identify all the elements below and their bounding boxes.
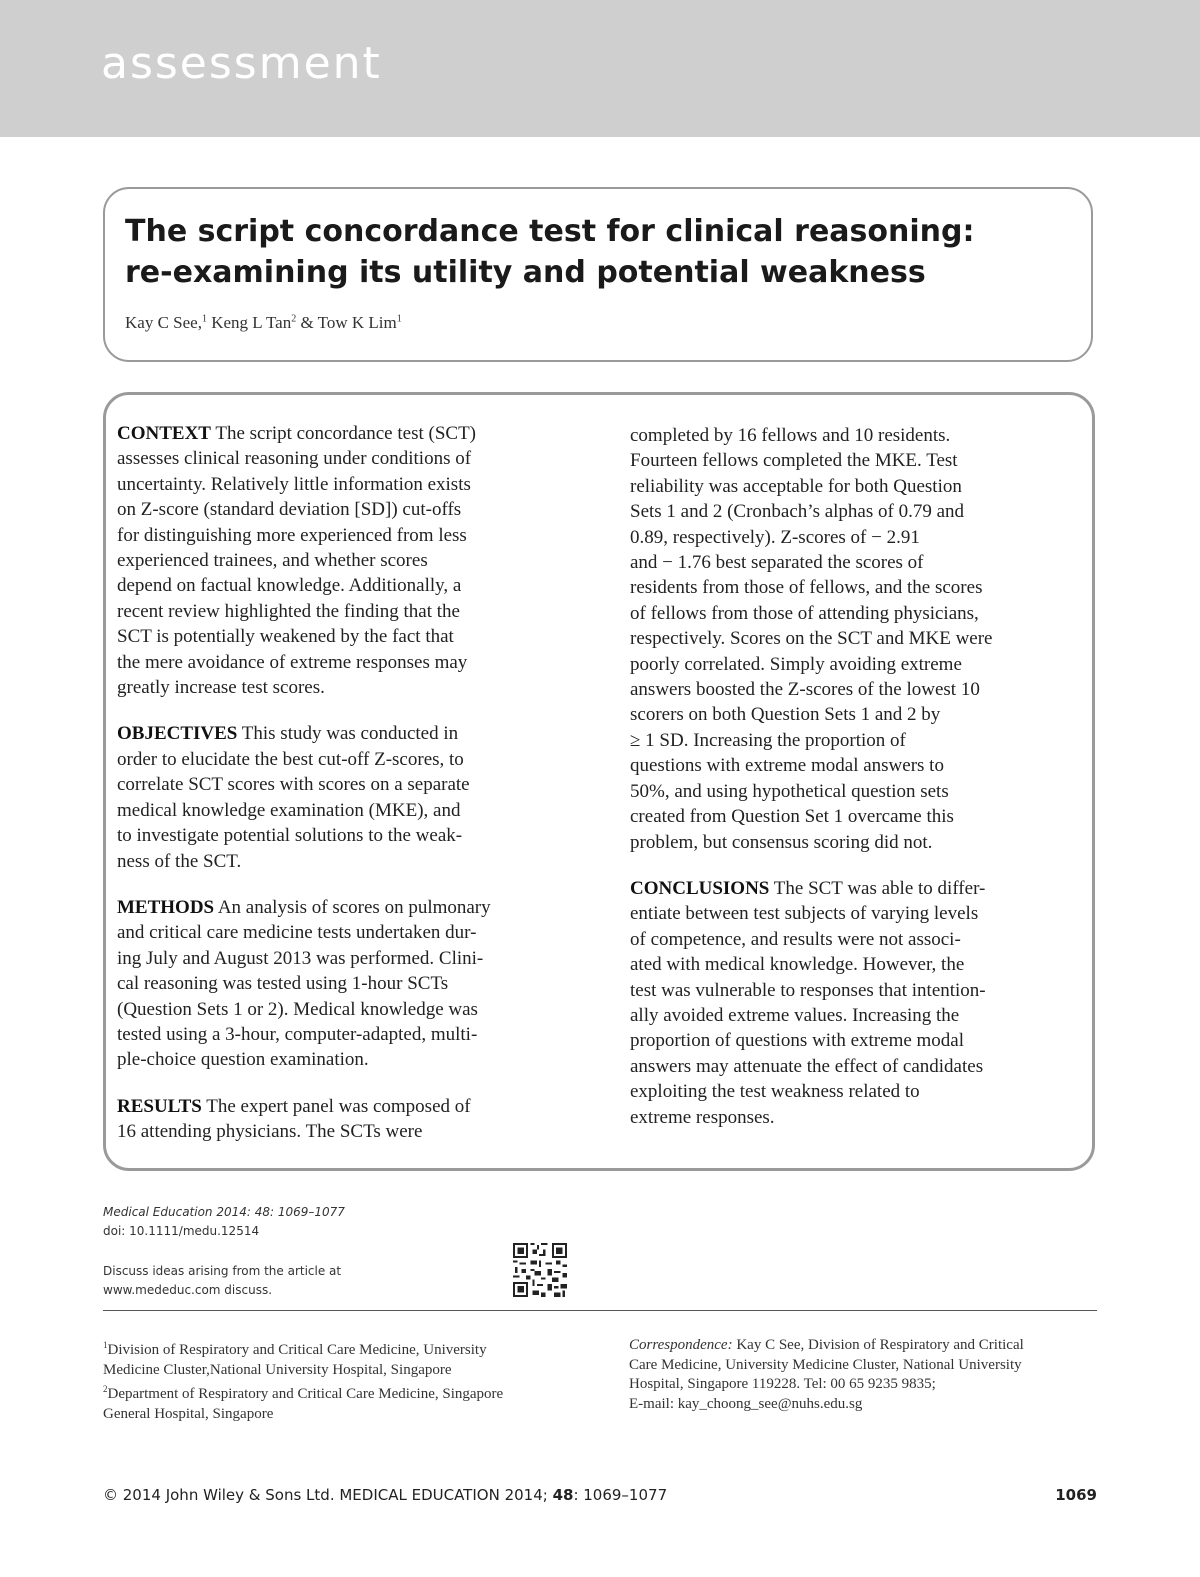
abstract-methods — [117, 895, 572, 1073]
abstract-conclusions — [630, 876, 1085, 1130]
abstract-line: ness of the SCT. — [117, 850, 242, 872]
abstract-line: entiate between test subjects of varying levels — [630, 903, 979, 925]
citation-block — [103, 1203, 345, 1241]
abstract-line: on Z-score (standard deviation [SD]) cut-offs — [117, 499, 462, 521]
abstract-box — [103, 392, 1095, 1171]
abstract-objectives — [117, 721, 572, 873]
affiliation-line: General Hospital, Singapore — [103, 1405, 274, 1422]
abstract-line: scorers on both Question Sets 1 and 2 by — [630, 704, 941, 726]
title-box — [103, 187, 1093, 362]
methods-heading: METHODS — [117, 896, 215, 918]
context-heading: CONTEXT — [117, 423, 211, 444]
abstract-line: METHODS An analysis of scores on pulmonary — [117, 896, 491, 918]
abstract-line: poorly correlated. Simply avoiding extreme — [630, 653, 962, 675]
abstract-line: cal reasoning was tested using 1-hour SCTs — [117, 973, 449, 995]
footnote-divider — [103, 1310, 1097, 1311]
abstract-line: ing July and August 2013 was performed. Clini- — [117, 947, 484, 969]
abstract-line: experienced trainees, and whether scores — [117, 550, 428, 572]
abstract-line: SCT is potentially weakened by the fact that — [117, 626, 454, 648]
abstract-line: medical knowledge examination (MKE), and — [117, 799, 461, 821]
section-banner — [0, 0, 1200, 137]
abstract-context — [117, 421, 572, 700]
abstract-line: greatly increase test scores. — [117, 677, 325, 699]
objectives-heading: OBJECTIVES — [117, 723, 238, 745]
abstract-line: and − 1.76 best separated the scores of — [630, 552, 924, 574]
abstract-line: tested using a 3-hour, computer-adapted, multi- — [117, 1023, 478, 1045]
author-name: & Tow K Lim — [296, 313, 397, 332]
abstract-line: 50%, and using hypothetical question sets — [630, 780, 949, 802]
abstract-line: created from Question Set 1 overcame this — [630, 806, 954, 828]
correspondence-line: Correspondence: Kay C See, Division of Respiratory and Critical — [629, 1337, 1024, 1353]
abstract-line: answers boosted the Z-scores of the lowest 10 — [630, 679, 980, 701]
affiliation-line: $^2$Department of Respiratory and Critical Care Medicine, Singapore — [103, 1384, 504, 1402]
abstract-line: of competence, and results were not associ- — [630, 928, 961, 950]
abstract-line: reliability was acceptable for both Question — [630, 475, 962, 497]
abstract-line: correlate SCT scores with scores on a separate — [117, 774, 470, 796]
abstract-line: problem, but consensus scoring did not. — [630, 831, 933, 853]
abstract-line: Fourteen fellows completed the MKE. Test — [630, 450, 958, 472]
abstract-line: ple-choice question examination. — [117, 1049, 369, 1071]
page-number: 1069 — [1055, 1486, 1097, 1504]
article-title-line: The script concordance test for clinical reasoning: — [125, 214, 975, 249]
abstract-line: 16 attending physicians. The SCTs were — [117, 1121, 423, 1143]
abstract-line: residents from those of fellows, and the scores — [630, 577, 983, 599]
abstract-line: extreme responses. — [630, 1106, 775, 1128]
correspondence-line: Hospital, Singapore 119228. Tel: 00 65 9235 9835; — [629, 1376, 936, 1392]
abstract-line: OBJECTIVES This study was conducted in — [117, 723, 459, 745]
abstract-line: order to elucidate the best cut-off Z-scores, to — [117, 748, 464, 770]
page-footer — [103, 1486, 667, 1504]
abstract-line: 0.89, respectively). Z-scores of − 2.91 — [630, 526, 920, 548]
correspondence-label: Correspondence: — [629, 1337, 733, 1353]
affiliation-number: 2 — [103, 1384, 108, 1394]
author-name: Kay C See, — [125, 313, 202, 332]
abstract-line: assesses clinical reasoning under conditions of — [117, 448, 472, 470]
affiliation-number: 1 — [103, 1340, 108, 1350]
abstract-line: exploiting the test weakness related to — [630, 1081, 920, 1103]
results-heading: RESULTS — [117, 1095, 202, 1117]
section-label: assessment — [101, 38, 382, 89]
journal-citation: Medical Education 2014: 48: 1069–1077 — [103, 1205, 345, 1219]
abstract-line: recent review highlighted the finding that the — [117, 600, 460, 622]
author-list — [125, 313, 402, 333]
abstract-line: ated with medical knowledge. However, the — [630, 954, 965, 976]
abstract-line: test was vulnerable to responses that intention- — [630, 979, 986, 1001]
author-affiliation-mark: 2 — [291, 313, 297, 325]
abstract-column-right — [630, 423, 1085, 1130]
qr-code-icon[interactable] — [513, 1243, 567, 1297]
article-title — [125, 211, 974, 293]
abstract-column-left — [117, 421, 572, 1145]
article-title-line: re-examining its utility and potential weakness — [125, 255, 926, 290]
affiliation-line: $^1$Division of Respiratory and Critical Care Medicine, University — [103, 1340, 487, 1358]
doi[interactable]: doi: 10.1111/medu.12514 — [103, 1224, 260, 1238]
correspondence-email[interactable]: E-mail: kay_choong_see@nuhs.edu.sg — [629, 1395, 863, 1412]
abstract-line: for distinguishing more experienced from less — [117, 524, 467, 546]
abstract-line: depend on factual knowledge. Additionally, a — [117, 575, 462, 597]
volume-number: 48 — [552, 1486, 574, 1504]
abstract-line: completed by 16 fellows and 10 residents. — [630, 425, 951, 446]
abstract-line: CONTEXT The script concordance test (SCT) — [117, 423, 477, 444]
abstract-line: respectively. Scores on the SCT and MKE were — [630, 628, 993, 650]
page-range: : 1069–1077 — [573, 1486, 668, 1504]
abstract-line: Sets 1 and 2 (Cronbach’s alphas of 0.79 and — [630, 501, 965, 523]
discuss-line: Discuss ideas arising from the article at — [103, 1264, 342, 1278]
conclusions-heading: CONCLUSIONS — [630, 877, 770, 899]
abstract-line: of fellows from those of attending physicians, — [630, 602, 979, 624]
correspondence-line: Care Medicine, University Medicine Cluster, National University — [629, 1356, 1022, 1373]
abstract-line: answers may attenuate the effect of candidates — [630, 1055, 984, 1077]
abstract-line: to investigate potential solutions to the weak- — [117, 825, 463, 847]
author-name: Keng L Tan — [206, 313, 292, 332]
abstract-results — [117, 1094, 572, 1145]
abstract-line: the mere avoidance of extreme responses may — [117, 651, 468, 673]
affiliation-line: Medicine Cluster,National University Hospital, Singapore — [103, 1361, 452, 1378]
abstract-line: questions with extreme modal answers to — [630, 755, 944, 777]
discuss-note — [103, 1262, 341, 1300]
abstract-line: ally avoided extreme values. Increasing the — [630, 1004, 960, 1026]
abstract-line: ≥ 1 SD. Increasing the proportion of — [630, 729, 906, 751]
abstract-line: RESULTS The expert panel was composed of — [117, 1095, 471, 1117]
abstract-results-continued — [630, 423, 1085, 855]
abstract-line: uncertainty. Relatively little information exists — [117, 473, 471, 495]
copyright-text: © 2014 John Wiley & Sons Ltd. MEDICAL EDUCATION 2014; — [103, 1486, 553, 1504]
discuss-link[interactable]: www.mededuc.com discuss. — [103, 1283, 273, 1297]
author-affiliation-mark: 1 — [201, 313, 207, 325]
affiliations — [103, 1336, 583, 1424]
abstract-line: proportion of questions with extreme modal — [630, 1030, 965, 1052]
abstract-line: CONCLUSIONS The SCT was able to differ- — [630, 877, 986, 899]
abstract-line: and critical care medicine tests undertaken dur- — [117, 922, 477, 944]
abstract-line: (Question Sets 1 or 2). Medical knowledge was — [117, 998, 478, 1020]
author-affiliation-mark: 1 — [396, 313, 402, 325]
correspondence — [629, 1336, 1099, 1414]
